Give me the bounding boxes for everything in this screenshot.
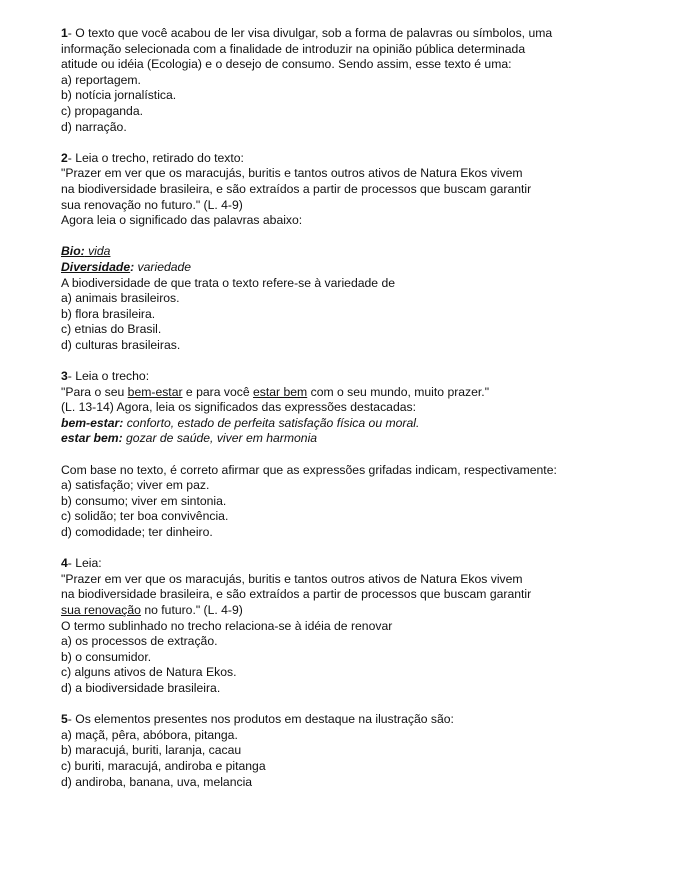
question-1-line-3: atitude ou idéia (Ecologia) e o desejo de consumo. Sendo assim, esse texto é uma:	[61, 57, 512, 72]
underlined-expression-1: bem-estar	[127, 384, 183, 399]
question-3-lead: 3- Leia o trecho:	[61, 369, 150, 384]
question-4	[61, 556, 671, 696]
option-b: b) flora brasileira.	[61, 306, 156, 321]
definition-meaning: vida	[84, 244, 111, 259]
option-d: d) comodidade; ter dinheiro.	[61, 525, 213, 539]
definition-diversidade: Diversidade: variedade	[61, 259, 192, 274]
reference-line: (L. 13-14) Agora, leia os significados das expressões destacadas:	[61, 400, 416, 415]
instruction: Agora leia o significado das palavras abaixo:	[61, 213, 303, 228]
definition-term: bem-estar:	[61, 415, 124, 430]
underlined-expression-2: estar bem	[253, 384, 308, 399]
option-b: b) o consumidor.	[61, 649, 152, 664]
question-1-line-2: informação selecionada com a finalidade de introduzir na opinião pública determinada	[61, 41, 526, 56]
option-c: c) solidão; ter boa convivência.	[61, 509, 229, 524]
question-5-lead: 5- Os elementos presentes nos produtos em destaque na ilustração são:	[61, 712, 454, 727]
option-c: c) alguns ativos de Natura Ekos.	[61, 665, 237, 680]
question-number: 1	[61, 26, 68, 40]
option-b: b) notícia jornalística.	[61, 88, 177, 103]
question-3-stem: Com base no texto, é correto afirmar que as expressões grifadas indicam, respectivamente:	[61, 462, 557, 477]
quote-line-2: na biodiversidade brasileira, e são extraídos a partir de processos que buscam garantir	[61, 181, 532, 196]
definition-meaning: conforto, estado de perfeita satisfação física ou moral.	[123, 415, 420, 430]
question-1-line-1: 1- O texto que você acabou de ler visa divulgar, sob a forma de palavras ou símbolos, uma	[61, 26, 553, 40]
definition-estar-bem	[61, 431, 671, 447]
question-number: 4	[61, 556, 68, 571]
question-2-lead: 2- Leia o trecho, retirado do texto:	[61, 150, 244, 165]
question-5	[61, 712, 671, 790]
quote-line-3: sua renovação no futuro." (L. 4-9)	[61, 197, 243, 212]
quote-line-2: na biodiversidade brasileira, e são extraídos a partir de processos que buscam garantir	[61, 587, 532, 602]
question-number: 5	[61, 712, 68, 727]
option-c: c) buriti, maracujá, andiroba e pitanga	[61, 758, 266, 773]
definition-term: Bio:	[61, 244, 85, 259]
option-a: a) os processos de extração.	[61, 634, 218, 649]
option-a: a) satisfação; viver em paz.	[61, 478, 210, 493]
quote-line-3: sua renovação no futuro." (L. 4-9)	[61, 602, 243, 617]
definition-term: estar bem:	[61, 431, 123, 446]
option-d: d) a biodiversidade brasileira.	[61, 680, 221, 695]
definition-meaning: gozar de saúde, viver em harmonia	[122, 431, 318, 446]
question-4-stem: O termo sublinhado no trecho relaciona-se à idéia de renovar	[61, 618, 393, 633]
option-b: b) maracujá, buriti, laranja, cacau	[61, 743, 242, 758]
question-2-stem: A biodiversidade de que trata o texto refere-se à variedade de	[61, 275, 396, 290]
worksheet	[61, 26, 671, 790]
quote-line-1: "Prazer em ver que os maracujás, buritis e tantos outros ativos de Natura Ekos vivem	[61, 166, 523, 181]
quote-line: "Para o seu bem-estar e para você estar bem com o seu mundo, muito prazer."	[61, 384, 490, 399]
underlined-term: sua renovação	[61, 602, 141, 617]
option-b: b) consumo; viver em sintonia.	[61, 493, 227, 508]
option-d: d) andiroba, banana, uva, melancia	[61, 774, 253, 789]
definition-bio	[61, 244, 671, 260]
definition-bem-estar	[61, 416, 671, 432]
definition-meaning: variedade	[134, 259, 192, 274]
option-d: d) narração.	[61, 119, 127, 134]
option-a: a) maçã, pêra, abóbora, pitanga.	[61, 727, 238, 742]
question-2	[61, 151, 671, 354]
option-a: a) reportagem.	[61, 72, 141, 87]
question-3	[61, 369, 671, 541]
question-number: 2	[61, 150, 68, 165]
question-number: 3	[61, 369, 68, 384]
question-4-lead: 4- Leia:	[61, 556, 102, 571]
option-a: a) animais brasileiros.	[61, 291, 180, 306]
quote-line-1: "Prazer em ver que os maracujás, buritis e tantos outros ativos de Natura Ekos vivem	[61, 571, 523, 586]
question-1	[61, 26, 671, 135]
option-d: d) culturas brasileiras.	[61, 337, 181, 352]
definition-term: Diversidade	[61, 259, 131, 274]
option-c: c) propaganda.	[61, 103, 143, 118]
option-c: c) etnias do Brasil.	[61, 322, 162, 337]
